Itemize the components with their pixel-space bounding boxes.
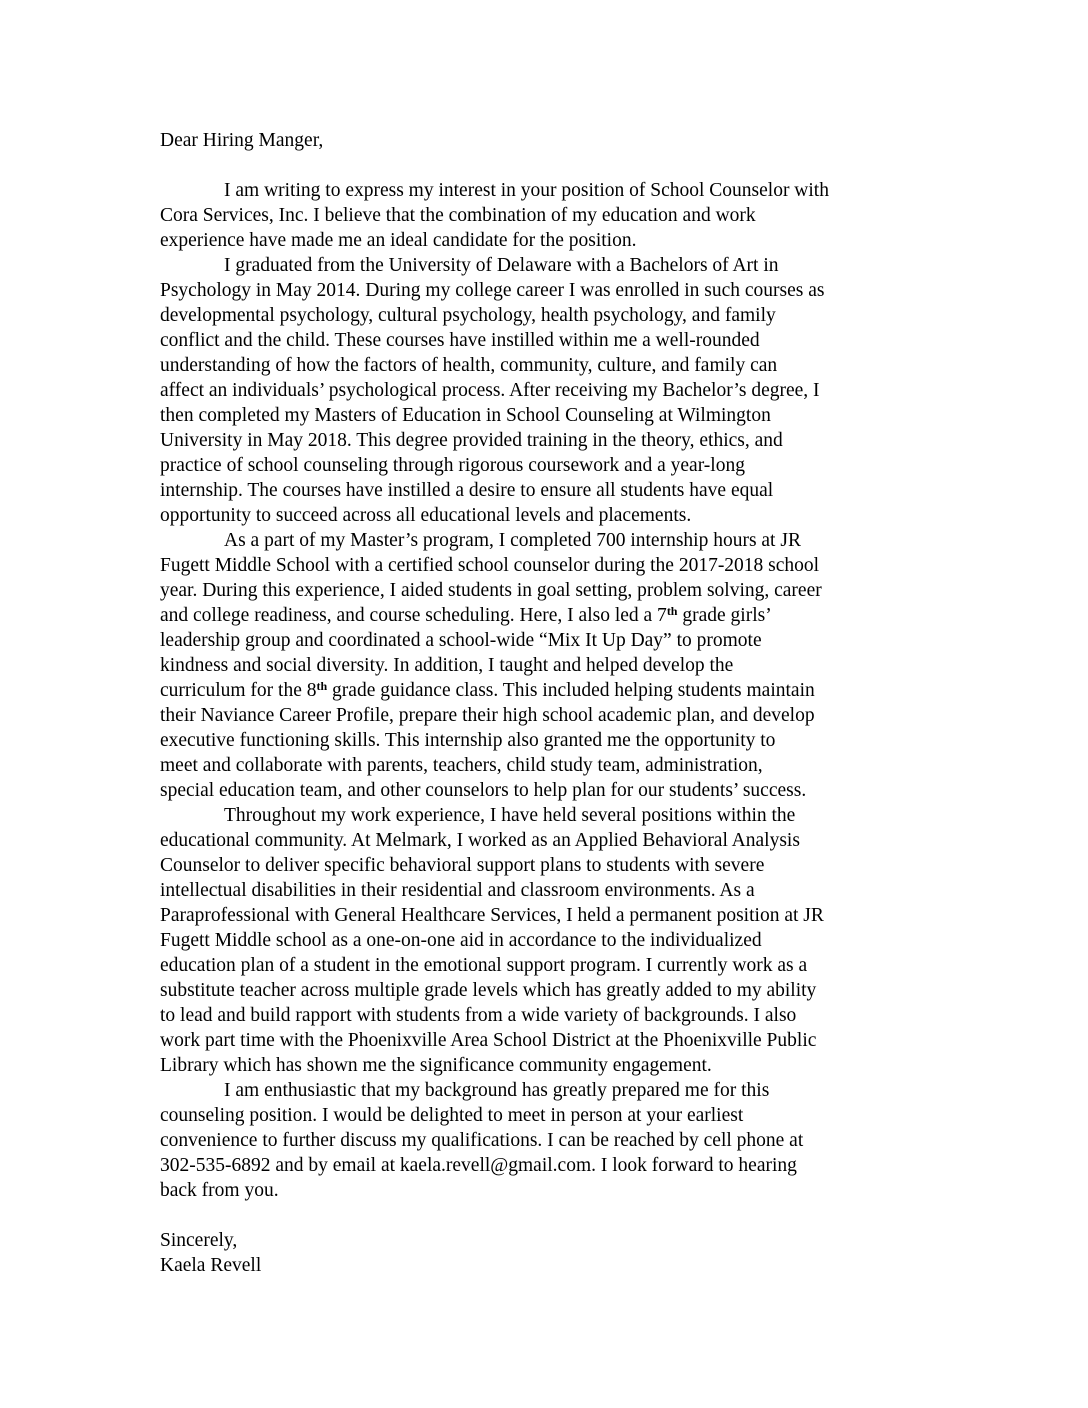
paragraph-line	[160, 603, 940, 628]
paragraph-line: Fugett Middle School with a certified school counselor during the 2017-2018 school	[160, 555, 820, 576]
paragraph-line: As a part of my Master’s program, I completed 700 internship hours at JR	[224, 530, 801, 551]
paragraph-line: then completed my Masters of Education in School Counseling at Wilmington	[160, 405, 771, 426]
paragraph-line: Library which has shown me the significance community engagement.	[160, 1055, 712, 1076]
paragraph-line: Cora Services, Inc. I believe that the combination of my education and work	[160, 205, 756, 226]
blank-line	[160, 1203, 940, 1228]
ordinal-suffix: th	[316, 679, 328, 693]
paragraph-line: Fugett Middle school as a one-on-one aid in accordance to the individualized	[160, 930, 762, 951]
paragraph-line: their Naviance Career Profile, prepare their high school academic plan, and develop	[160, 705, 815, 726]
paragraph-line: conflict and the child. These courses have instilled within me a well-rounded	[160, 330, 760, 351]
paragraph-line: executive functioning skills. This internship also granted me the opportunity to	[160, 730, 776, 751]
paragraph-line: opportunity to succeed across all educational levels and placements.	[160, 505, 692, 526]
salutation: Dear Hiring Manger,	[160, 130, 324, 151]
paragraph-internship	[160, 528, 940, 803]
line-text: and college readiness, and course scheduling. Here, I also led a 7	[160, 605, 667, 626]
ordinal-suffix: th	[666, 604, 678, 618]
paragraph-line: year. During this experience, I aided students in goal setting, problem solving, career	[160, 580, 822, 601]
line-text: grade guidance class. This included helping students maintain	[327, 680, 815, 701]
paragraph-line: developmental psychology, cultural psychology, health psychology, and family	[160, 305, 776, 326]
signature-name: Kaela Revell	[160, 1255, 262, 1276]
paragraph-line: 302-535-6892 and by email at kaela.revell@gmail.com. I look forward to hearing	[160, 1155, 797, 1176]
paragraph-line: meet and collaborate with parents, teachers, child study team, administration,	[160, 755, 763, 776]
paragraph-line: Throughout my work experience, I have held several positions within the	[224, 805, 796, 826]
line-text: grade girls’	[677, 605, 772, 626]
paragraph-line: I am enthusiastic that my background has greatly prepared me for this	[224, 1080, 770, 1101]
paragraph-line: practice of school counseling through rigorous coursework and a year-long	[160, 455, 745, 476]
paragraph-line: special education team, and other counselors to help plan for our students’ success.	[160, 780, 807, 801]
paragraph-line: affect an individuals’ psychological process. After receiving my Bachelor’s degree, I	[160, 380, 820, 401]
paragraph-line: back from you.	[160, 1180, 279, 1201]
paragraph-line: work part time with the Phoenixville Area School District at the Phoenixville Public	[160, 1030, 817, 1051]
paragraph-line: Psychology in May 2014. During my college career I was enrolled in such courses as	[160, 280, 825, 301]
paragraph-line: substitute teacher across multiple grade levels which has greatly added to my ability	[160, 980, 817, 1001]
paragraph-line: education plan of a student in the emotional support program. I currently work as a	[160, 955, 808, 976]
paragraph-line: internship. The courses have instilled a desire to ensure all students have equal	[160, 480, 774, 501]
paragraph-line: Counselor to deliver specific behavioral support plans to students with severe	[160, 855, 765, 876]
blank-line	[160, 153, 940, 178]
paragraph-line: understanding of how the factors of health, community, culture, and family can	[160, 355, 778, 376]
paragraph-line: convenience to further discuss my qualifications. I can be reached by cell phone at	[160, 1130, 804, 1151]
paragraph-intro	[160, 178, 940, 253]
paragraph-line: counseling position. I would be delighted to meet in person at your earliest	[160, 1105, 744, 1126]
paragraph-line	[160, 678, 940, 703]
paragraph-education	[160, 253, 940, 528]
closing: Sincerely,	[160, 1230, 238, 1251]
paragraph-line: University in May 2018. This degree provided training in the theory, ethics, and	[160, 430, 783, 451]
paragraph-line: I am writing to express my interest in your position of School Counselor with	[224, 180, 829, 201]
paragraph-line: kindness and social diversity. In addition, I taught and helped develop the	[160, 655, 734, 676]
line-text: curriculum for the 8	[160, 680, 317, 701]
paragraph-closing	[160, 1078, 940, 1203]
paragraph-line: Paraprofessional with General Healthcare Services, I held a permanent position at JR	[160, 905, 824, 926]
paragraph-work-experience	[160, 803, 940, 1078]
paragraph-line: leadership group and coordinated a school-wide “Mix It Up Day” to promote	[160, 630, 762, 651]
paragraph-line: experience have made me an ideal candidate for the position.	[160, 230, 637, 251]
paragraph-line: educational community. At Melmark, I worked as an Applied Behavioral Analysis	[160, 830, 800, 851]
paragraph-line: intellectual disabilities in their residential and classroom environments. As a	[160, 880, 755, 901]
cover-letter	[160, 128, 940, 1278]
paragraph-line: I graduated from the University of Delaware with a Bachelors of Art in	[224, 255, 779, 276]
paragraph-line: to lead and build rapport with students from a wide variety of backgrounds. I also	[160, 1005, 797, 1026]
